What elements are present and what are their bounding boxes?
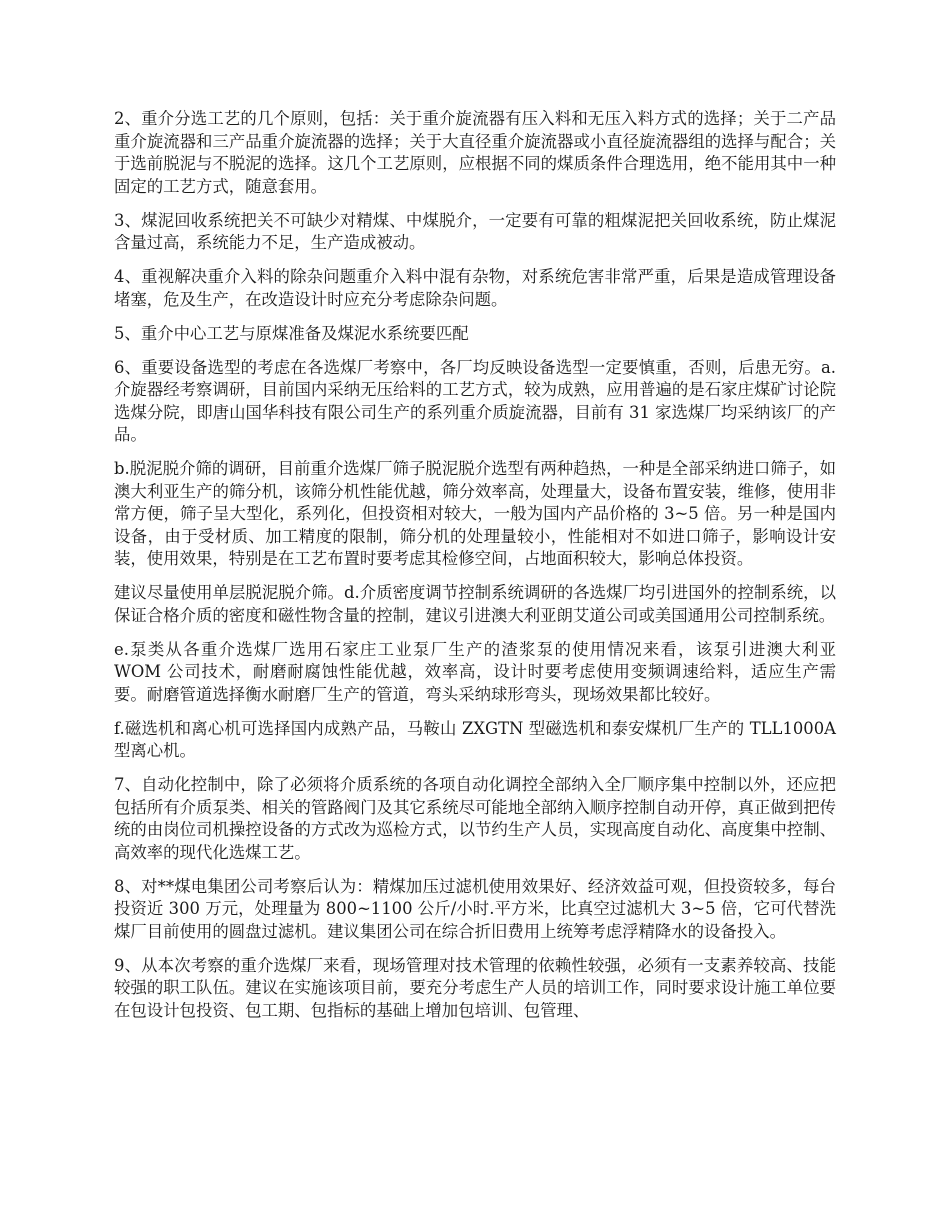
paragraph-pressure-filter: 8、对**煤电集团公司考察后认为：精煤加压过滤机使用效果好、经济效益可观，但投资较多，每台投资近 300 万元，处理量为 800~1100 公斤/小时.平方米，比真空过滤机大 3~5 倍，它可代替洗煤厂目前使用的圆盘过滤机。建议集团公司在综合折旧费用上统筹考虑浮精降水的设备投入。 [114, 876, 836, 941]
paragraph-pumps: e.泵类从各重介选煤厂选用石家庄工业泵厂生产的渣浆泵的使用情况来看，该泵引进澳大利亚 WOM 公司技术，耐磨耐腐蚀性能优越，效率高，设计时要考虑使用变频调速给料，适应生产需要。耐磨管道选择衡水耐磨厂生产的管道，弯头采纳球形弯头，现场效果都比较好。 [114, 639, 836, 704]
paragraph-slime-recovery: 3、煤泥回收系统把关不可缺少对精煤、中煤脱介，一定要有可靠的粗煤泥把关回收系统，防止煤泥含量过高，系统能力不足，生产造成被动。 [114, 210, 836, 252]
paragraph-impurity-removal: 4、重视解决重介入料的除杂问题重介入料中混有杂物，对系统危害非常严重，后果是造成管理设备堵塞，危及生产，在改造设计时应充分考虑除杂问题。 [114, 267, 836, 309]
paragraph-principles: 2、重介分选工艺的几个原则，包括：关于重介旋流器有压入料和无压入料方式的选择；关于二产品重介旋流器和三产品重介旋流器的选择；关于大直径重介旋流器或小直径旋流器组的选择与配合；关于选前脱泥与不脱泥的选择。这几个工艺原则，应根据不同的煤质条件合理选用，绝不能用其中一种固定的工艺方式，随意套用。 [114, 109, 836, 196]
paragraph-process-matching: 5、重介中心工艺与原煤准备及煤泥水系统要匹配 [114, 323, 469, 343]
document-body [114, 108, 836, 1034]
paragraph-automation: 7、自动化控制中，除了必须将介质系统的各项自动化调控全部纳入全厂顺序集中控制以外，还应把包括所有介质泵类、相关的管路阀门及其它系统尽可能地全部纳入顺序控制自动开停，真正做到把传统的由岗位司机操控设备的方式改为巡检方式，以节约生产人员，实现高度自动化、高度集中控制、高效率的现代化选煤工艺。 [114, 775, 836, 862]
paragraph-density-control: 建议尽量使用单层脱泥脱介筛。d.介质密度调节控制系统调研的各选煤厂均引进国外的控制系统，以保证合格介质的密度和磁性物含量的控制，建议引进澳大利亚朗艾道公司或美国通用公司控制系统。 [114, 583, 836, 625]
paragraph-screens: b.脱泥脱介筛的调研，目前重介选煤厂筛子脱泥脱介选型有两种趋热，一种是全部采纳进口筛子，如澳大利亚生产的筛分机，该筛分机性能优越，筛分效率高，处理量大，设备布置安装，维修，使用非常方便，筛子呈大型化，系列化，但投资相对较大，一般为国内产品价格的 3~5 倍。另一种是国内设备，由于受材质、加工精度的限制，筛分机的处理量较小，性能相对不如进口筛子，影响设计安装，使用效果，特别是在工艺布置时要考虑其检修空间，占地面积较大，影响总体投资。 [114, 459, 836, 568]
paragraph-staff-training: 9、从本次考察的重介选煤厂来看，现场管理对技术管理的依赖性较强，必须有一支素养较高、技能较强的职工队伍。建议在实施该项目前，要充分考虑生产人员的培训工作，同时要求设计施工单位要在包设计包投资、包工期、包指标的基础上增加包培训、包管理、 [114, 955, 836, 1020]
paragraph-separators: f.磁选机和离心机可选择国内成熟产品，马鞍山 ZXGTN 型磁选机和泰安煤机厂生产的 TLL1000A 型离心机。 [114, 718, 836, 760]
paragraph-equipment-selection: 6、重要设备选型的考虑在各选煤厂考察中，各厂均反映设备选型一定要慎重，否则，后患无穷。a.介旋器经考察调研，目前国内采纳无压给料的工艺方式，较为成熟，应用普遍的是石家庄煤矿讨论院选煤分院，即唐山国华科技有限公司生产的系列重介质旋流器，目前有 31 家选煤厂均采纳该厂的产品。 [114, 357, 836, 444]
